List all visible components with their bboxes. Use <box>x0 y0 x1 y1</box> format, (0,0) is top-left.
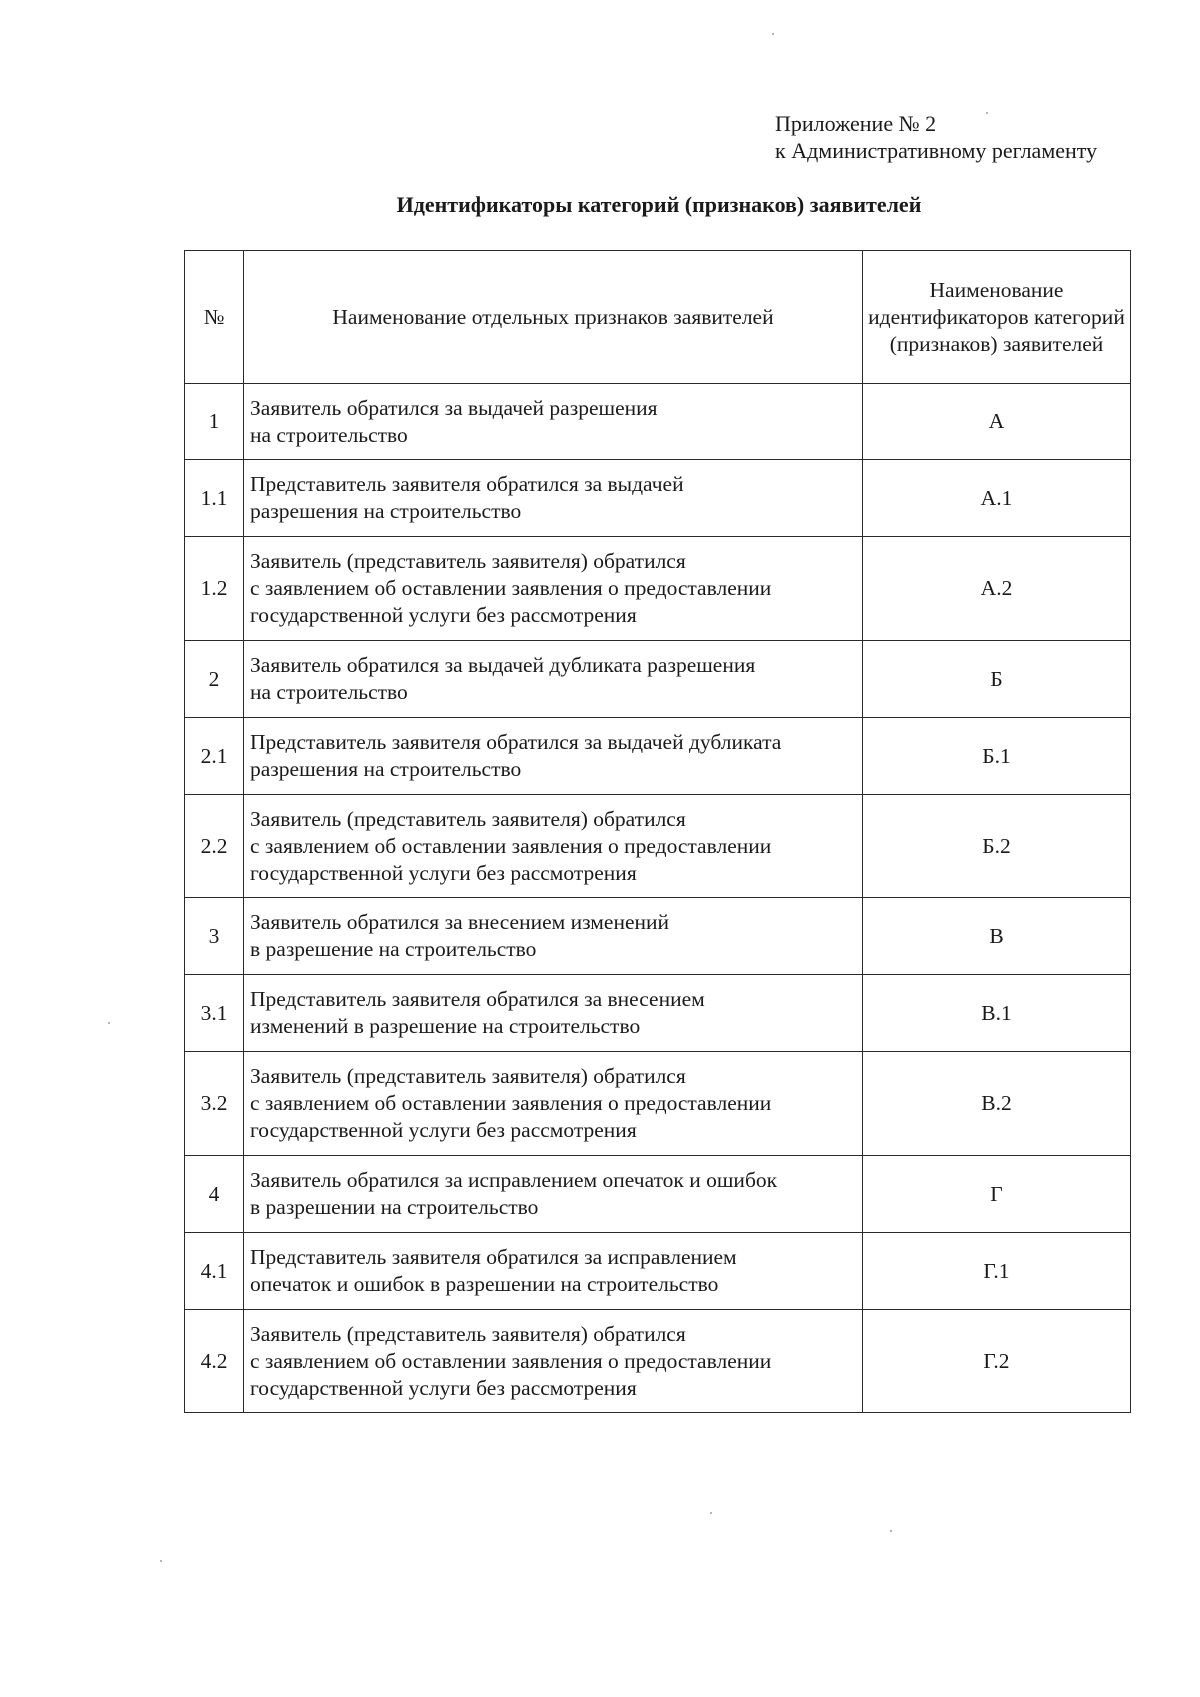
description-line: Заявитель обратился за выдачей разрешения <box>250 395 658 420</box>
scan-speck <box>710 1512 712 1514</box>
description-line: изменений в разрешение на строительство <box>250 1014 641 1038</box>
table-row <box>185 384 1131 460</box>
table-row <box>185 795 1131 898</box>
row-identifier: Б <box>863 641 1131 718</box>
row-number: 4.2 <box>185 1310 244 1413</box>
appendix-number: Приложение № 2 <box>775 111 937 136</box>
row-description <box>244 1156 863 1233</box>
row-identifier: Г <box>863 1156 1131 1233</box>
row-number: 3.1 <box>185 975 244 1052</box>
applicant-categories-table <box>184 250 1131 1413</box>
row-identifier: А <box>863 384 1131 460</box>
description-line: опечаток и ошибок в разрешении на строительство <box>250 1272 719 1296</box>
row-description <box>244 1310 863 1413</box>
description-line: Заявитель обратился за выдачей дубликата разрешения <box>250 653 756 677</box>
description-line: государственной услуги без рассмотрения <box>250 603 637 627</box>
row-identifier: Г.1 <box>863 1233 1131 1310</box>
scan-speck <box>108 1022 110 1024</box>
scan-speck <box>160 1560 162 1562</box>
row-number: 2.2 <box>185 795 244 898</box>
table-row <box>185 1310 1131 1413</box>
scan-speck <box>986 112 988 114</box>
row-description <box>244 384 863 460</box>
document-title: Идентификаторы категорий (признаков) заявителей <box>396 192 922 217</box>
row-description <box>244 1052 863 1156</box>
table-row <box>185 537 1131 641</box>
row-identifier: Б.2 <box>863 795 1131 898</box>
description-line: с заявлением об оставлении заявления о предоставлении <box>250 1091 772 1115</box>
description-line: разрешения на строительство <box>250 499 522 523</box>
description-line: разрешения на строительство <box>250 757 522 781</box>
row-description <box>244 975 863 1052</box>
header-number: № <box>185 251 244 384</box>
row-number: 1 <box>185 384 244 460</box>
row-number: 1.2 <box>185 537 244 641</box>
row-description <box>244 460 863 537</box>
appendix-reference: к Административному регламенту <box>775 138 1098 163</box>
row-identifier: В.2 <box>863 1052 1131 1156</box>
description-line: Заявитель обратился за исправлением опечаток и ошибок <box>250 1168 778 1192</box>
scan-speck <box>772 33 774 35</box>
table-row <box>185 641 1131 718</box>
description-line: с заявлением об оставлении заявления о предоставлении <box>250 576 772 600</box>
description-line: государственной услуги без рассмотрения <box>250 860 637 885</box>
row-identifier: В.1 <box>863 975 1131 1052</box>
row-identifier: Г.2 <box>863 1310 1131 1413</box>
row-number: 4 <box>185 1156 244 1233</box>
description-line: Представитель заявителя обратился за исправлением <box>250 1245 737 1269</box>
row-number: 1.1 <box>185 460 244 537</box>
row-identifier: А.2 <box>863 537 1131 641</box>
description-line: с заявлением об оставлении заявления о предоставлении <box>250 1348 772 1373</box>
description-line: с заявлением об оставлении заявления о предоставлении <box>250 833 772 858</box>
appendix-label <box>775 110 1097 164</box>
row-description <box>244 1233 863 1310</box>
description-line: на строительство <box>250 422 408 447</box>
table-row <box>185 1052 1131 1156</box>
description-line: на строительство <box>250 680 408 704</box>
scan-speck <box>890 1530 892 1532</box>
description-line: Представитель заявителя обратился за выдачей дубликата <box>250 730 782 754</box>
table-body <box>185 384 1131 1413</box>
table-header-row <box>185 251 1131 384</box>
row-identifier: В <box>863 898 1131 975</box>
row-number: 3 <box>185 898 244 975</box>
table-row <box>185 975 1131 1052</box>
description-line: Заявитель (представитель заявителя) обратился <box>250 1064 686 1088</box>
description-line: Заявитель обратился за внесением изменений <box>250 910 670 934</box>
row-description <box>244 718 863 795</box>
row-number: 2.1 <box>185 718 244 795</box>
description-line: в разрешении на строительство <box>250 1195 539 1219</box>
row-number: 4.1 <box>185 1233 244 1310</box>
description-line: государственной услуги без рассмотрения <box>250 1118 637 1142</box>
description-line: Представитель заявителя обратился за выдачей <box>250 472 684 496</box>
description-line: в разрешение на строительство <box>250 937 537 961</box>
description-line: Заявитель (представитель заявителя) обратился <box>250 806 686 831</box>
table-row <box>185 1156 1131 1233</box>
row-description <box>244 795 863 898</box>
row-description <box>244 537 863 641</box>
table-row <box>185 460 1131 537</box>
description-line: Заявитель (представитель заявителя) обратился <box>250 549 686 573</box>
row-number: 3.2 <box>185 1052 244 1156</box>
description-line: Представитель заявителя обратился за внесением <box>250 987 705 1011</box>
row-identifier: Б.1 <box>863 718 1131 795</box>
table-row <box>185 718 1131 795</box>
row-number: 2 <box>185 641 244 718</box>
table-row <box>185 898 1131 975</box>
table-row <box>185 1233 1131 1310</box>
row-description <box>244 898 863 975</box>
row-identifier: А.1 <box>863 460 1131 537</box>
header-description: Наименование отдельных признаков заявителей <box>244 251 863 384</box>
description-line: государственной услуги без рассмотрения <box>250 1375 637 1400</box>
description-line: Заявитель (представитель заявителя) обратился <box>250 1321 686 1346</box>
row-description <box>244 641 863 718</box>
header-identifier: Наименование идентификаторов категорий (признаков) заявителей <box>863 251 1131 384</box>
